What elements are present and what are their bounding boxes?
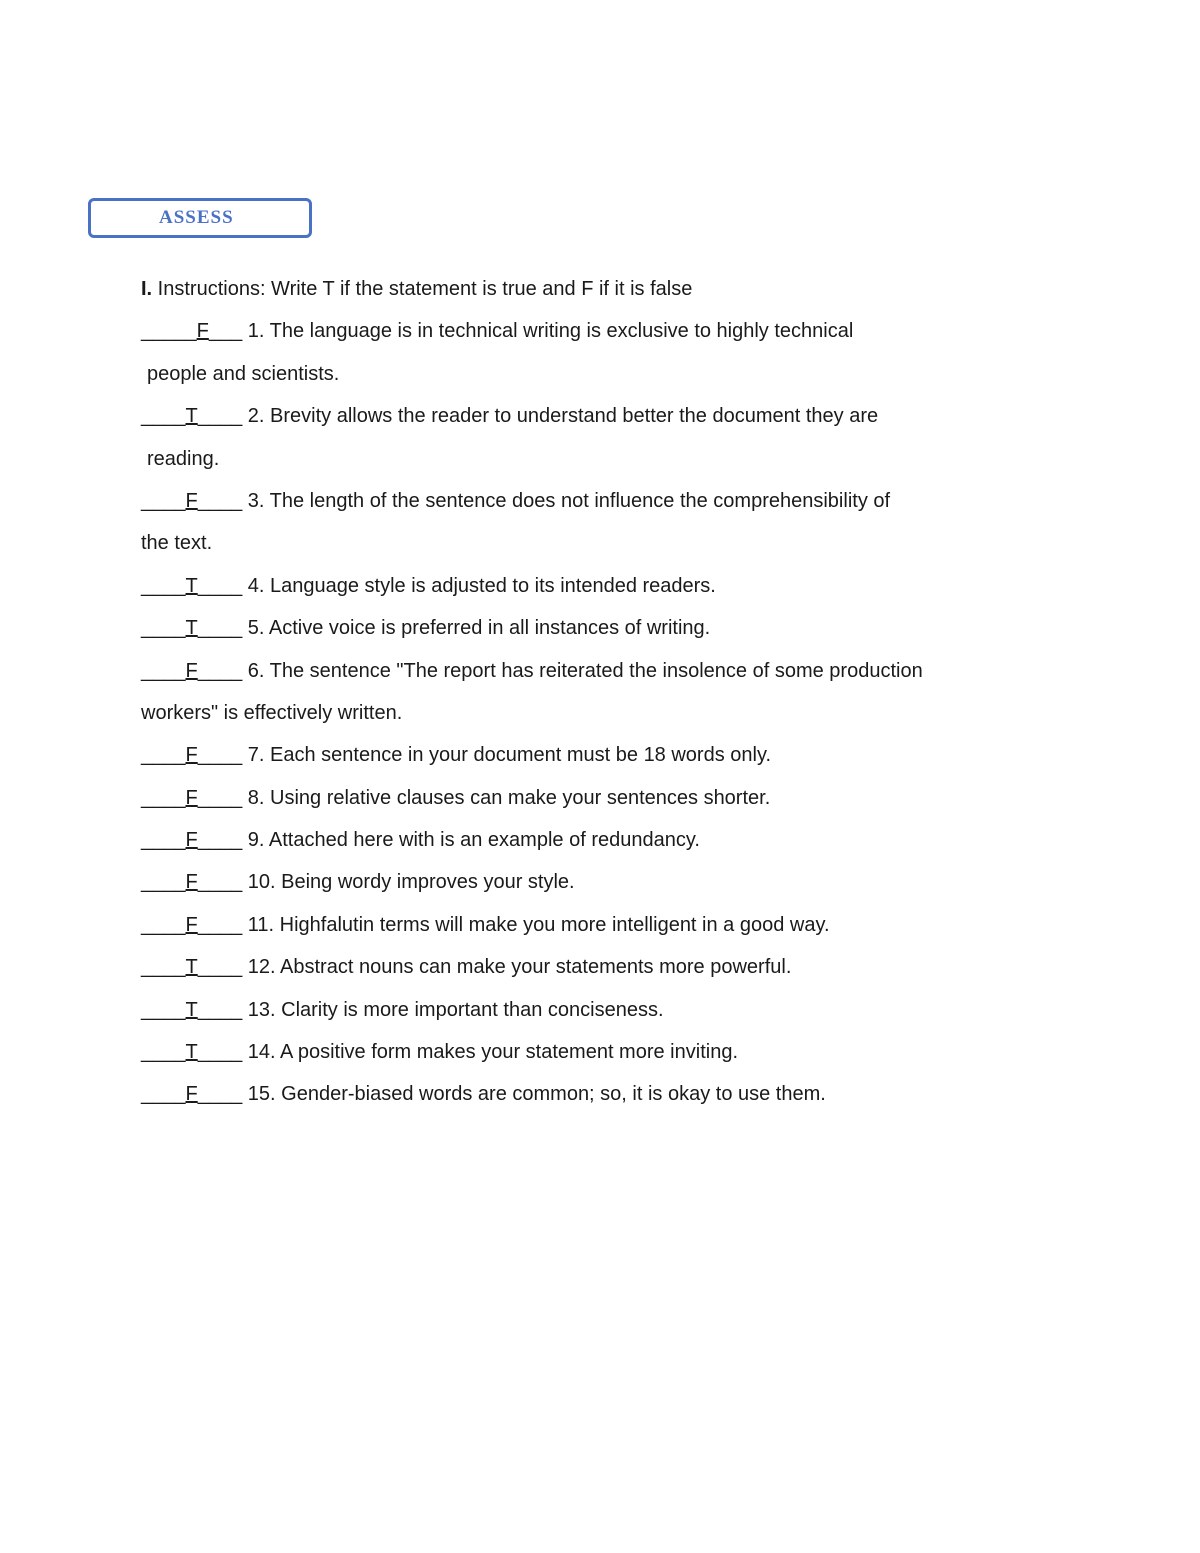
question-text-continuation: the text.	[141, 532, 213, 555]
question-text-continuation: people and scientists.	[147, 362, 340, 385]
answer-blank-right: ____	[197, 1083, 248, 1106]
question-text: 8. Using relative clauses can make your sentences shorter.	[247, 786, 771, 809]
answer-value[interactable]: T	[185, 405, 198, 428]
question-item	[141, 650, 1041, 692]
question-item	[141, 1073, 1041, 1115]
answer-value[interactable]: F	[185, 659, 198, 682]
question-item	[141, 861, 1041, 903]
question-text-continuation: workers" is effectively written.	[141, 701, 403, 724]
answer-blank-right: ____	[197, 786, 248, 809]
answer-value[interactable]: F	[185, 489, 198, 512]
assessment-content	[141, 268, 1041, 1116]
answer-blank-left: ____	[141, 489, 186, 512]
question-text: 14. A positive form makes your statement more inviting.	[247, 1041, 738, 1064]
question-text: 2. Brevity allows the reader to understand better the document they are	[247, 405, 879, 428]
question-text: 10. Being wordy improves your style.	[247, 871, 575, 894]
question-item	[141, 480, 1041, 522]
answer-blank-right: ____	[197, 956, 248, 979]
question-text: 9. Attached here with is an example of redundancy.	[247, 829, 700, 852]
answer-blank-right: ____	[197, 744, 248, 767]
answer-blank-right: ____	[197, 489, 248, 512]
assess-label: ASSESS	[159, 207, 234, 228]
answer-value[interactable]: T	[185, 998, 198, 1021]
question-list	[141, 310, 1041, 1115]
answer-value[interactable]: F	[185, 786, 198, 809]
answer-blank-left: ____	[141, 744, 186, 767]
question-item	[141, 1031, 1041, 1073]
answer-blank-left: ____	[141, 998, 186, 1021]
answer-blank-right: ____	[197, 1041, 248, 1064]
question-text: 5. Active voice is preferred in all instances of writing.	[247, 617, 711, 640]
answer-blank-left: ____	[141, 829, 186, 852]
answer-value[interactable]: F	[185, 1083, 198, 1106]
answer-blank-left: _____	[141, 320, 197, 343]
question-item	[141, 565, 1041, 607]
answer-blank-left: ____	[141, 617, 186, 640]
answer-blank-left: ____	[141, 871, 186, 894]
question-item	[141, 819, 1041, 861]
instructions-text: Instructions: Write T if the statement is true and F if it is false	[152, 278, 693, 300]
assess-section-header	[88, 198, 312, 238]
answer-value[interactable]: F	[185, 871, 198, 894]
answer-value[interactable]: F	[185, 913, 198, 936]
question-text: 7. Each sentence in your document must be 18 words only.	[247, 744, 772, 767]
answer-blank-right: ____	[197, 405, 248, 428]
answer-value[interactable]: F	[185, 744, 198, 767]
answer-blank-left: ____	[141, 1041, 186, 1064]
answer-blank-left: ____	[141, 913, 186, 936]
answer-value[interactable]: T	[185, 617, 198, 640]
answer-blank-right: ____	[197, 574, 248, 597]
question-item	[141, 310, 1041, 352]
section-numeral: I.	[141, 278, 153, 300]
answer-blank-right: ____	[197, 913, 248, 936]
question-text: 4. Language style is adjusted to its intended readers.	[247, 574, 716, 597]
answer-blank-right: ____	[197, 617, 248, 640]
answer-value[interactable]: F	[185, 829, 198, 852]
question-item	[141, 989, 1041, 1031]
question-item	[141, 777, 1041, 819]
answer-value[interactable]: F	[196, 320, 209, 343]
answer-blank-left: ____	[141, 786, 186, 809]
answer-blank-right: ____	[197, 829, 248, 852]
answer-value[interactable]: T	[185, 1041, 198, 1064]
answer-blank-right: ____	[197, 871, 248, 894]
answer-blank-left: ____	[141, 659, 186, 682]
question-text: 11. Highfalutin terms will make you more intelligent in a good way.	[247, 913, 830, 936]
answer-blank-right: ___	[208, 320, 248, 343]
question-text: 13. Clarity is more important than conciseness.	[247, 998, 664, 1021]
question-text: 6. The sentence "The report has reiterated the insolence of some production	[247, 659, 923, 682]
question-item	[141, 607, 1041, 649]
question-text: 3. The length of the sentence does not influence the comprehensibility of	[247, 489, 891, 512]
question-item	[141, 904, 1041, 946]
answer-blank-left: ____	[141, 956, 186, 979]
answer-blank-left: ____	[141, 574, 186, 597]
question-item	[141, 946, 1041, 988]
answer-value[interactable]: T	[185, 574, 198, 597]
question-item	[141, 734, 1041, 776]
answer-blank-left: ____	[141, 405, 186, 428]
answer-value[interactable]: T	[185, 956, 198, 979]
question-text-continuation: reading.	[147, 447, 220, 470]
answer-blank-left: ____	[141, 1083, 186, 1106]
answer-blank-right: ____	[197, 998, 248, 1021]
question-text: 15. Gender-biased words are common; so, it is okay to use them.	[247, 1083, 826, 1106]
question-item	[141, 395, 1041, 437]
question-text: 12. Abstract nouns can make your statements more powerful.	[247, 956, 792, 979]
answer-blank-right: ____	[197, 659, 248, 682]
instructions-line	[141, 268, 1041, 310]
question-text: 1. The language is in technical writing is exclusive to highly technical	[247, 320, 854, 343]
